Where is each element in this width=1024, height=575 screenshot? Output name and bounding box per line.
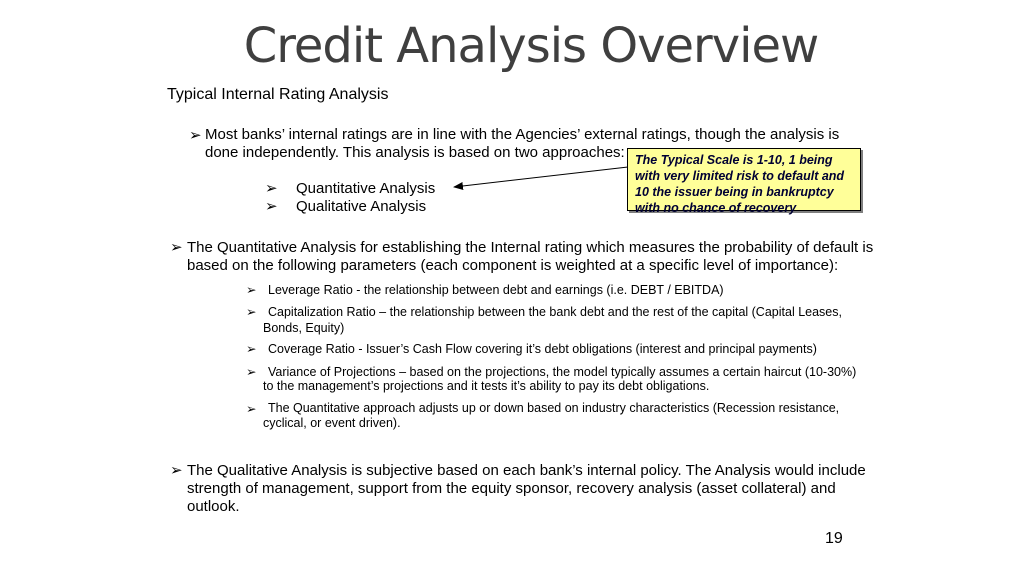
parameter-bullet-marker: ➢ [246, 401, 257, 416]
approach-bullet-marker: ➢ [265, 197, 278, 215]
qualitative-line-2: strength of management, support from the equity sponsor, recovery analysis (asset collateral) and [187, 480, 836, 497]
callout-line-4: with no chance of recovery [635, 201, 797, 215]
qualitative-bullet-marker: ➢ [170, 461, 183, 479]
parameter-industry-line-2: cyclical, or event driven). [263, 416, 401, 430]
quantitative-line-1: The Quantitative Analysis for establishing the Internal rating which measures the probability of default is [187, 239, 874, 256]
callout-line-3: 10 the issuer being in bankruptcy [635, 185, 834, 199]
qualitative-line-1: The Qualitative Analysis is subjective based on each bank’s internal policy. The Analysis would include [187, 462, 866, 479]
callout-line-2: with very limited risk to default and [635, 169, 845, 183]
parameter-capitalization-line-2: Bonds, Equity) [263, 321, 345, 335]
parameter-variance-line-1: Variance of Projections – based on the projections, the model typically assumes a certain haircut (10-30%) [268, 365, 857, 379]
parameter-variance-line-2: to the management’s projections and it tests it’s ability to pay its debt obligations. [263, 379, 710, 393]
approach-item-qualitative: Qualitative Analysis [296, 198, 427, 215]
approach-item-quantitative: Quantitative Analysis [296, 180, 436, 197]
parameter-leverage-line-1: Leverage Ratio - the relationship between debt and earnings (i.e. DEBT / EBITDA) [268, 283, 724, 297]
callout-arrow [440, 160, 640, 200]
parameter-bullet-marker: ➢ [246, 341, 257, 356]
intro-bullet-marker: ➢ [189, 126, 202, 144]
callout-line-1: The Typical Scale is 1-10, 1 being [635, 153, 833, 167]
parameter-coverage-line-1: Coverage Ratio - Issuer’s Cash Flow covering it’s debt obligations (interest and principal payments) [268, 342, 817, 356]
parameter-capitalization-line-1: Capitalization Ratio – the relationship between the bank debt and the rest of the capital (Capital Leases, [268, 305, 842, 319]
slide-title: Credit Analysis Overview [243, 18, 819, 74]
quantitative-line-2: based on the following parameters (each component is weighted at a specific level of importance): [187, 257, 839, 274]
intro-line-2: done independently. This analysis is based on two approaches: [205, 144, 625, 161]
slide-subtitle: Typical Internal Rating Analysis [167, 86, 389, 103]
parameter-bullet-marker: ➢ [246, 304, 257, 319]
parameter-industry-line-1: The Quantitative approach adjusts up or down based on industry characteristics (Recession resistance, [268, 401, 840, 415]
quantitative-bullet-marker: ➢ [170, 238, 183, 256]
page-number: 19 [825, 530, 843, 547]
parameter-bullet-marker: ➢ [246, 364, 257, 379]
rating-scale-callout [627, 148, 861, 215]
intro-line-1: Most banks’ internal ratings are in line with the Agencies’ external ratings, though the analysis is [205, 126, 840, 143]
qualitative-line-3: outlook. [187, 498, 240, 515]
approach-bullet-marker: ➢ [265, 179, 278, 197]
parameter-bullet-marker: ➢ [246, 282, 257, 297]
